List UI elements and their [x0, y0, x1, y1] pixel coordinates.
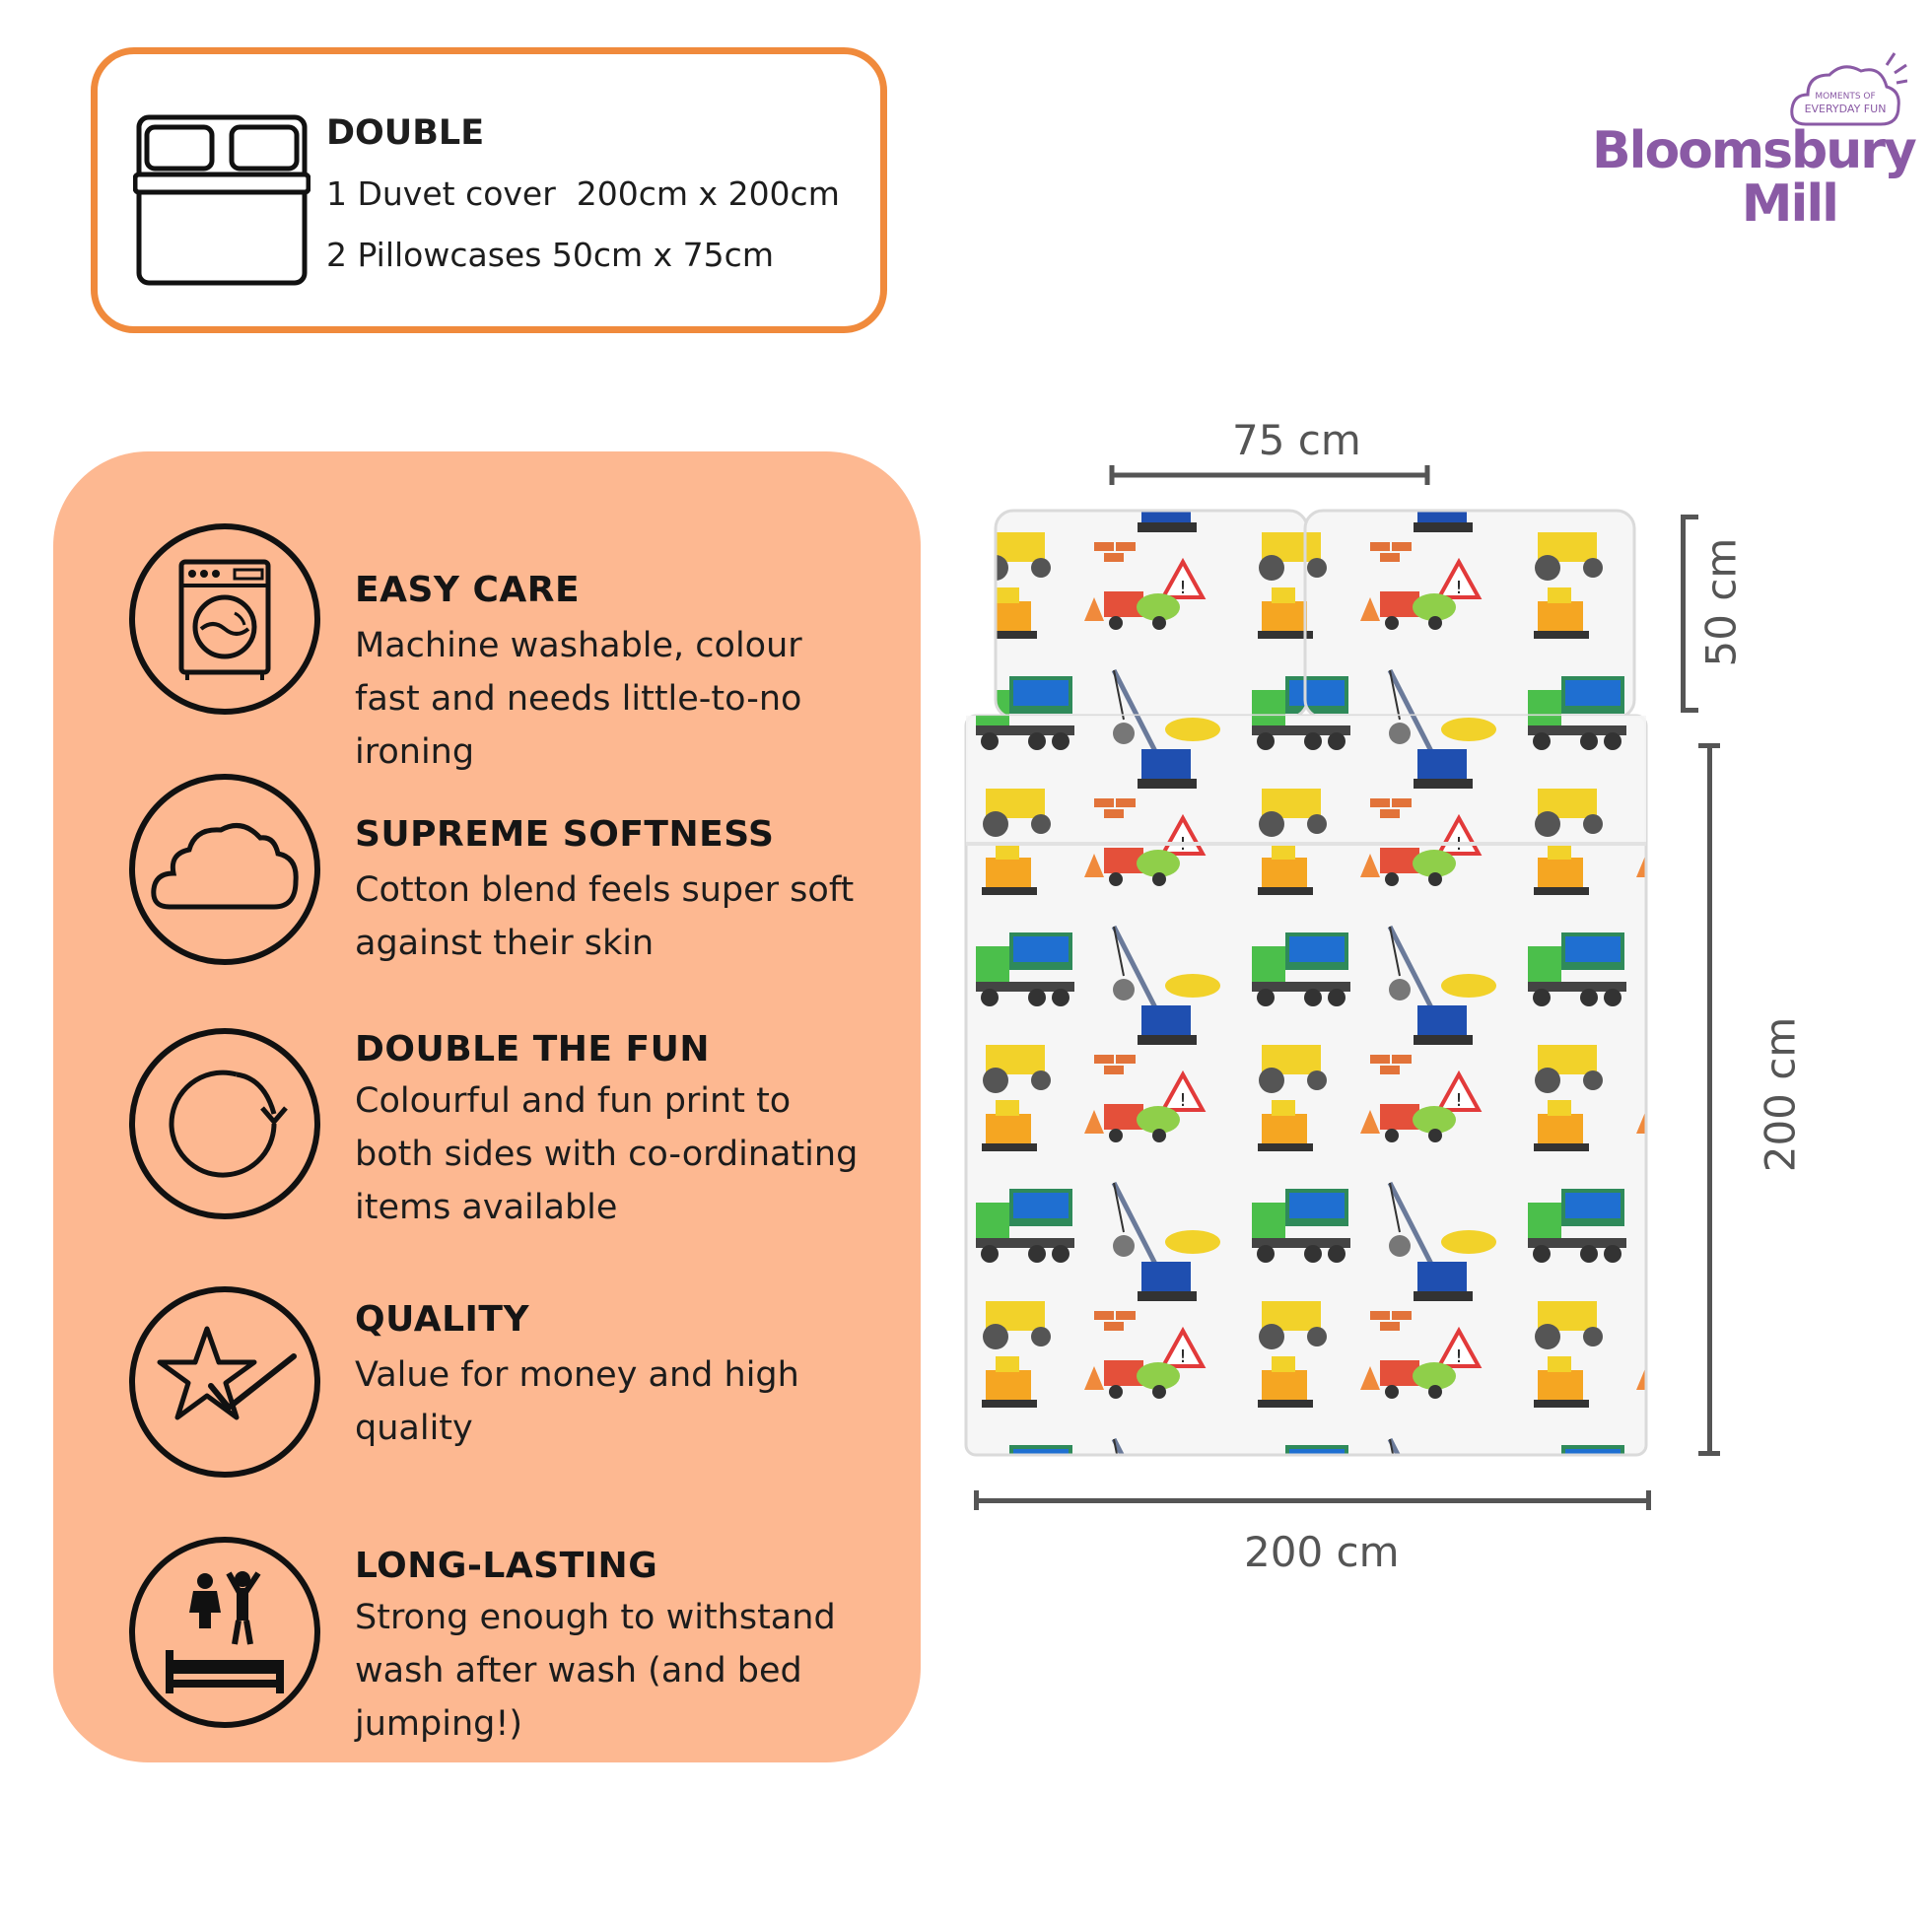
feature-double-the-fun [53, 1019, 921, 1246]
description-line: against their skin [355, 924, 655, 963]
brand-name [1592, 121, 1915, 234]
feature-title: DOUBLE THE FUN [355, 1029, 710, 1070]
pillow-height-line [1681, 517, 1686, 712]
description-line: Colourful and fun print to [355, 1081, 792, 1121]
pillowcase-right [1305, 511, 1634, 718]
features-panel [53, 451, 921, 1762]
duvet-height-cap-bottom [1698, 1451, 1720, 1456]
duvet-width-line [976, 1498, 1650, 1503]
pillow-height-label: 50 cm [1696, 537, 1746, 667]
description-line: fast and needs little-to-no [355, 679, 802, 719]
product-dimensions-view [956, 394, 1902, 1853]
duvet-size-text: 1 Duvet cover 200cm x 200cm [326, 174, 840, 213]
duvet-width-cap-left [974, 1490, 979, 1510]
washing-machine-icon [126, 520, 323, 718]
size-card [91, 47, 887, 333]
pillow-width-label: 75 cm [1232, 416, 1361, 464]
description-line: jumping!) [355, 1704, 523, 1744]
brand-name-line-2: Mill [1741, 174, 1837, 234]
description-line: Cotton blend feels super soft [355, 870, 855, 910]
pillowcase-left [996, 511, 1307, 718]
brand-name-line-1: Bloomsbury [1592, 121, 1915, 180]
pillow-width-dimension [1112, 465, 1427, 485]
description-line: both sides with co-ordinating [355, 1135, 859, 1174]
description-line: wash after wash (and bed [355, 1651, 802, 1690]
badge-line-1: MOMENTS OF [1815, 92, 1876, 102]
description-line: Strong enough to withstand [355, 1598, 836, 1637]
double-bed-icon [133, 111, 310, 289]
feature-title: SUPREME SOFTNESS [355, 814, 775, 855]
star-check-icon [126, 1283, 323, 1481]
feature-title: QUALITY [355, 1299, 530, 1340]
duvet-height-cap-top [1698, 743, 1720, 748]
pillowcase-size-text: 2 Pillowcases 50cm x 75cm [326, 236, 774, 274]
bed-jumping-icon [126, 1534, 323, 1731]
brand-logo [1592, 47, 1915, 235]
duvet-height-label: 200 cm [1756, 1016, 1805, 1173]
cloud-icon [126, 771, 323, 968]
description-line: Machine washable, colour [355, 626, 802, 665]
duvet-cover [966, 716, 1646, 1455]
size-title: DOUBLE [326, 113, 485, 153]
feature-description [355, 863, 907, 970]
feature-long-lasting [53, 1534, 921, 1760]
pillow-height-cap-bottom [1681, 708, 1698, 713]
description-line: Value for money and high [355, 1355, 799, 1395]
feature-description [355, 1074, 907, 1234]
description-line: items available [355, 1188, 618, 1227]
description-line: quality [355, 1409, 473, 1448]
feature-title: LONG-LASTING [355, 1546, 658, 1586]
feature-description [355, 1591, 907, 1751]
duvet-height-line [1707, 745, 1712, 1455]
feature-description [355, 619, 907, 779]
feature-description [355, 1348, 907, 1455]
feature-supreme-softness [53, 765, 921, 992]
duvet-width-cap-right [1646, 1490, 1651, 1510]
badge-line-2: EVERYDAY FUN [1804, 103, 1887, 115]
duvet-width-label: 200 cm [1244, 1528, 1400, 1576]
rotate-arrow-icon [126, 1025, 323, 1222]
pillow-height-cap-top [1681, 515, 1698, 519]
feature-quality [53, 1279, 921, 1506]
feature-title: EASY CARE [355, 570, 581, 610]
description-line: ironing [355, 732, 475, 772]
feature-easy-care [53, 511, 921, 772]
